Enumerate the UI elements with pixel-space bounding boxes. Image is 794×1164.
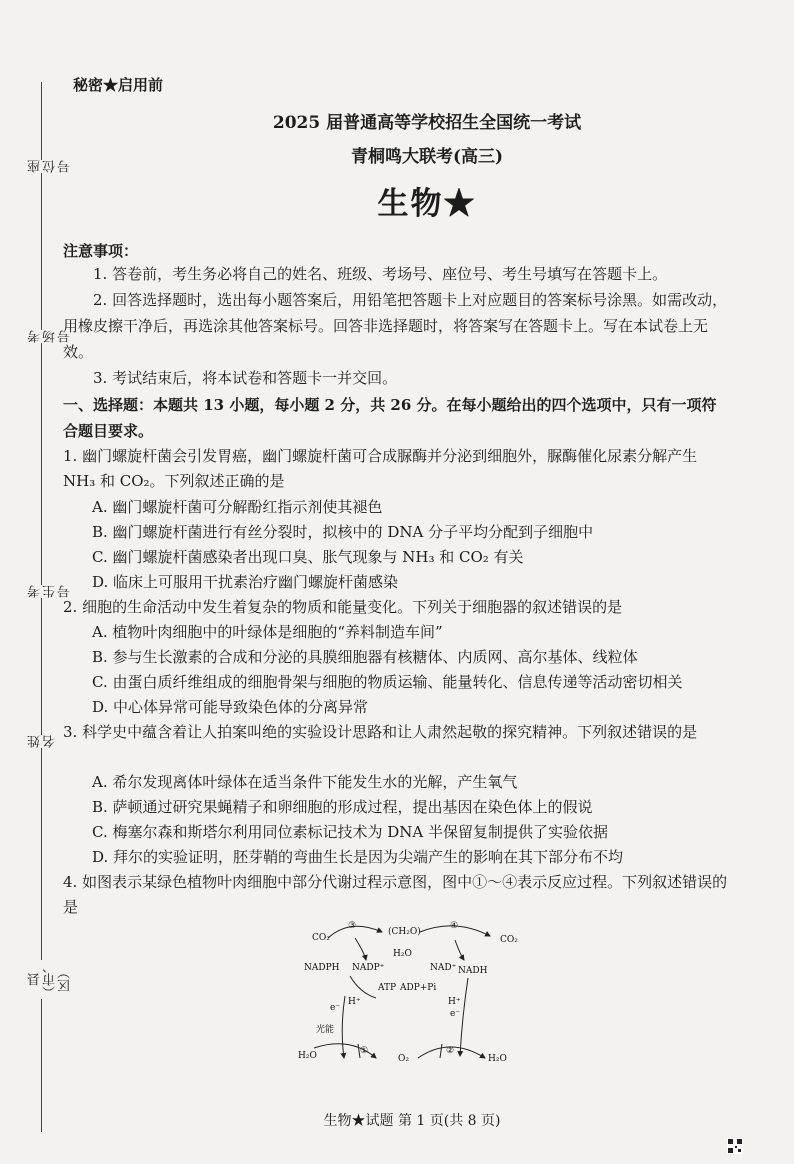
label-nadph: NADPH <box>304 963 340 973</box>
page-footer: 生物★试题 第 1 页(共 8 页) <box>323 1113 501 1129</box>
label-h2o-mid: H₂O <box>393 949 412 959</box>
arrow-step4-branch <box>455 940 464 960</box>
arrow-electron-right <box>460 978 468 1056</box>
label-h-left: H⁺ <box>348 997 361 1007</box>
label-light: 光能 <box>316 1025 335 1035</box>
label-e-left: e⁻ <box>330 1003 341 1013</box>
question-1-option-b: B. 幽门螺旋杆菌进行有丝分裂时，拟核中的 DNA 分子平均分配到子细胞中 <box>92 523 594 541</box>
question-1-option-d: D. 临床上可服用干扰素治疗幽门螺旋杆菌感染 <box>92 573 399 591</box>
label-nadh: NADH <box>458 966 488 976</box>
question-3-option-d: D. 拜尔的实验证明，胚芽鞘的弯曲生长是因为尖端产生的影响在其下部分布不均 <box>92 848 624 866</box>
label-o2: O₂ <box>398 1054 409 1064</box>
name-label: 姓名 <box>28 735 58 748</box>
label-co2-right: CO₂ <box>500 935 518 945</box>
arrow-electron-left <box>342 996 345 1058</box>
subject-title: 生物★ <box>377 186 477 222</box>
label-step4: ④ <box>450 921 459 931</box>
question-2-option-d: D. 中心体异常可能导致染色体的分离异常 <box>92 698 369 716</box>
student-number-label: 考生号 <box>28 585 73 598</box>
question-3-stem: 3. 科学史中蕴含着让人拍案叫绝的实验设计思路和让人肃然起敬的探究精神。下列叙述错误的是 <box>63 723 698 741</box>
section-heading: 一、选择题：本题共 13 小题，每小题 2 分，共 26 分。在每小题给出的四个选项中，只有一项符合题目要求。 <box>63 396 717 440</box>
label-adp: ADP+Pi <box>400 983 437 993</box>
arrow-step3-branch <box>355 938 366 960</box>
notice-item: 1. 答卷前，考生务必将自己的姓名、班级、考场号、座位号、考生号填写在答题卡上。 <box>93 265 668 283</box>
question-3-option-a: A. 希尔发现离体叶绿体在适当条件下能发生水的光解，产生氧气 <box>92 773 518 791</box>
label-nad: NAD⁺ <box>430 963 457 973</box>
question-2-option-c: C. 由蛋白质纤维组成的细胞骨架与细胞的物质运输、能量转化、信息传递等活动密切相关 <box>92 673 683 691</box>
question-2-option-b: B. 参与生长激素的合成和分泌的具膜细胞器有核糖体、内质网、高尔基体、线粒体 <box>92 648 638 666</box>
arrow-step2-branch <box>440 1044 442 1058</box>
confidential-mark: 秘密★启用前 <box>73 76 164 94</box>
question-1-stem: 1. 幽门螺旋杆菌会引发胃癌，幽门螺旋杆菌可合成脲酶并分泌到细胞外，脲酶催化尿素分解产生 NH₃ 和 CO₂。下列叙述正确的是 <box>63 447 698 490</box>
notice-heading: 注意事项： <box>63 242 139 260</box>
exam-title: 2025 届普通高等学校招生全国统一考试 <box>272 113 582 133</box>
question-1-option-c: C. 幽门螺旋杆菌感染者出现口臭、胀气现象与 NH₃ 和 CO₂ 有关 <box>92 548 524 566</box>
label-step1: ① <box>360 1046 369 1056</box>
notice-item: 3. 考试结束后，将本试卷和答题卡一并交回。 <box>93 369 398 387</box>
label-h2o-right: H₂O <box>488 1054 507 1064</box>
qr-code-icon <box>727 1138 743 1154</box>
question-2-option-a: A. 植物叶肉细胞中的叶绿体是细胞的“养料制造车间” <box>92 623 443 641</box>
exam-subtitle: 青桐鸣大联考(高三) <box>350 147 504 167</box>
label-ch2o: (CH₂O) <box>388 927 421 937</box>
question-1-option-a: A. 幽门螺旋杆菌可分解酚红指示剂使其褪色 <box>92 498 383 516</box>
label-co2-top: CO₂ <box>312 933 330 943</box>
exam-room-label: 考场号 <box>28 330 73 343</box>
label-atp: ATP <box>378 983 397 993</box>
metabolism-diagram <box>290 918 550 1073</box>
label-nadp: NADP⁺ <box>352 963 385 973</box>
question-3-option-b: B. 萨顿通过研究果蝇精子和卵细胞的形成过程，提出基因在染色体上的假说 <box>92 798 593 816</box>
binding-margin <box>0 0 73 1164</box>
label-e-right: e⁻ <box>450 1009 461 1019</box>
label-h2o-bottom: H₂O <box>298 1051 317 1061</box>
county-label: 县（市、区） <box>28 960 73 999</box>
label-step2: ② <box>446 1046 455 1056</box>
label-h-right: H⁺ <box>448 997 461 1007</box>
question-3-option-c: C. 梅塞尔森和斯塔尔利用同位素标记技术为 DNA 半保留复制提供了实验依据 <box>92 823 609 841</box>
question-4-stem: 4. 如图表示某绿色植物叶肉细胞中部分代谢过程示意图，图中①～④表示反应过程。下列叙述错误的是 <box>63 873 728 916</box>
seat-number-label: 座位号 <box>28 160 73 173</box>
question-2-stem: 2. 细胞的生命活动中发生着复杂的物质和能量变化。下列关于细胞器的叙述错误的是 <box>63 598 623 616</box>
notice-item: 2. 回答选择题时，选出每小题答案后，用铅笔把答题卡上对应题目的答案标号涂黑。如需改动，用橡皮擦干净后，再选涂其他答案标号。回答非选择题时，将答案写在答题卡上。写在本试卷上无效。 <box>63 291 728 361</box>
arrow-atp <box>350 976 376 998</box>
label-step3: ③ <box>348 921 357 931</box>
